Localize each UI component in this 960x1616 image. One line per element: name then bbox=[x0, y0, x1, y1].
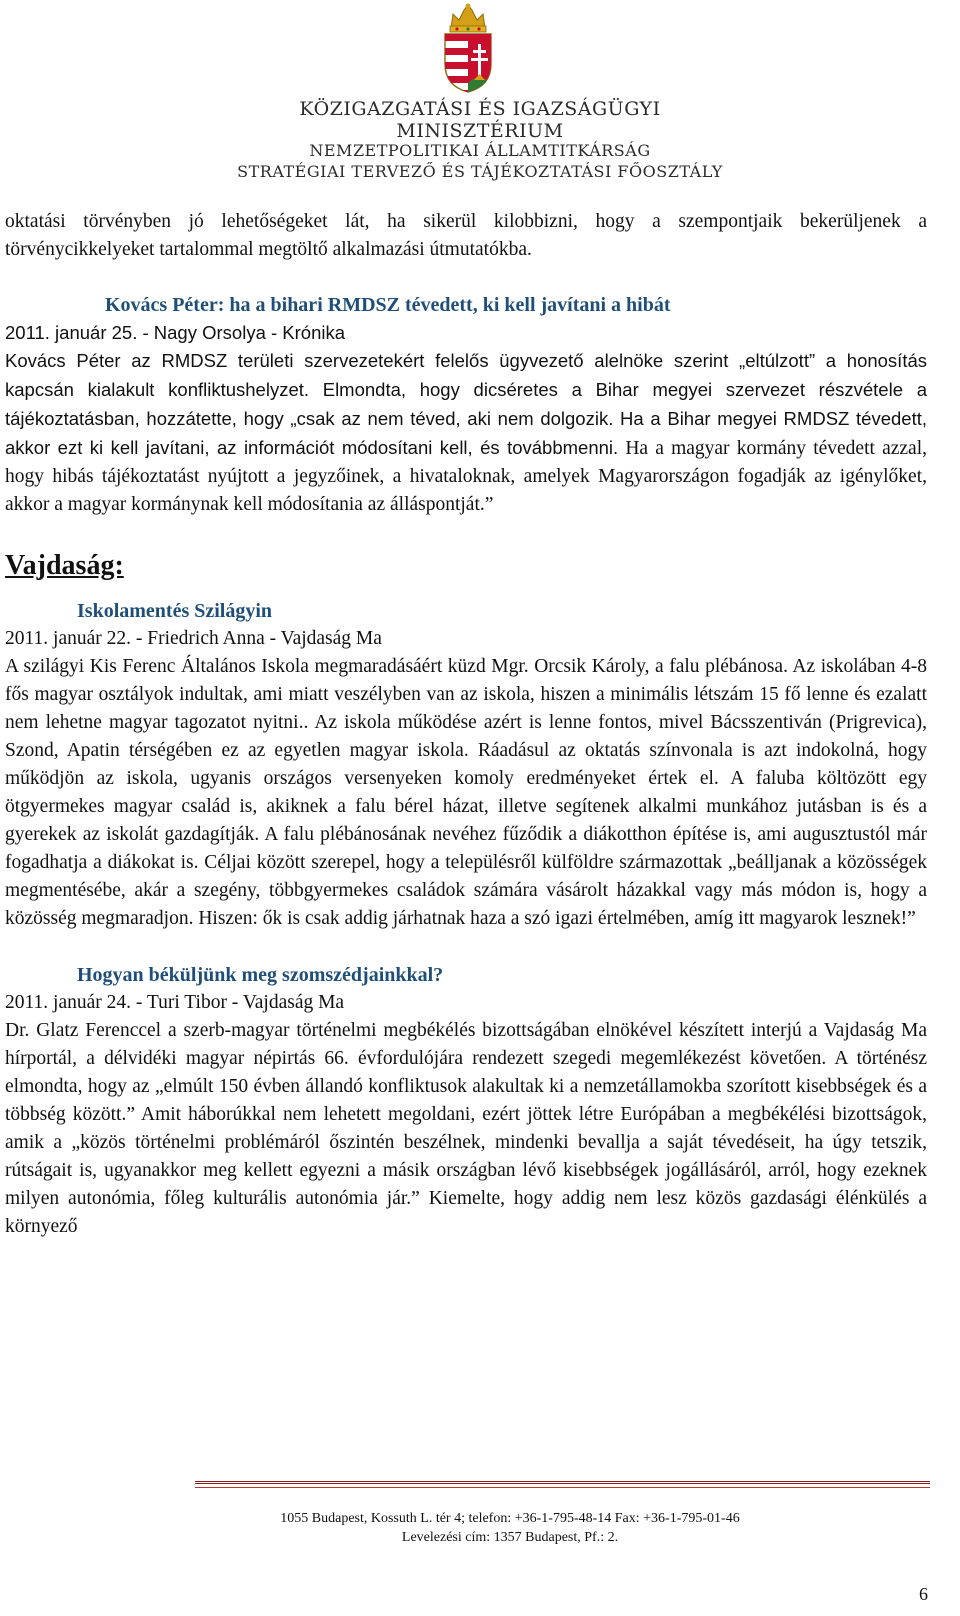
hungarian-coat-of-arms-icon bbox=[437, 2, 499, 94]
article2-title: Iskolamentés Szilágyin bbox=[77, 600, 273, 622]
article1-meta: 2011. január 25. - Nagy Orsolya - Krónika bbox=[5, 322, 346, 343]
article2-body: A szilágyi Kis Ferenc Általános Iskola megmaradásáért küzd Mgr. Orcsik Károly, a falu plébánosa. Az iskolában 4-8 fős magyar osztályok indultak, ami miatt veszélyben van az iskola, hiszen a minimális létszám 15 fő lenne és ezalatt nem lehetne magyar tagozatot nyitni.. Az iskola működése azért is lenne fontos, mivel Bácsszentiván (Prigrevica), Szond, Apatin térségében ez az egyetlen magyar iskola. Ráadásul az oktatás színvonala is azt indokolná, hogy működjön az iskola, ugyanis országos versenyeken komoly eredményeket értek el. A faluba költözött egy ötgyermekes magyar család is, akiknek a falu bérel házat, illetve segítenek alkalmi munkához jutásban is és a gyerekek az iskolát gazdagítják. A falu plébánosának nevéhez fűződik a diákotthon építése is, ami augusztustól már fogadhatja a diákokat is. Céljai között szerepel, hogy a településről külföldre származottak „beálljanak a közösségek megmentésébe, akár a szegény, többgyermekes családok számára vásárolt házakkal vagy más módon is, hogy a közösség megmaradjon. Hiszen: ők is csak addig járhatnak haza a szó igazi értelmében, amíg itt magyarok lesznek!” bbox=[5, 656, 927, 929]
document-body bbox=[5, 208, 927, 1241]
intro-paragraph: oktatási törvényben jó lehetőségeket lát, ha sikerül kilobbizni, hogy a szempontjaik bekerüljenek a törvénycikkelyeket tartalommal megtöltő alkalmazási útmutatókba. bbox=[5, 211, 927, 260]
department-name: STRATÉGIAI TERVEZŐ ÉS TÁJÉKOZTATÁSI FŐOSZTÁLY bbox=[237, 162, 723, 181]
footer-divider-thin bbox=[195, 1487, 930, 1488]
article3-body: Dr. Glatz Ferenccel a szerb-magyar történelmi megbékélés bizottságában elnökével készített interjú a Vajdaság Ma hírportál, a délvidéki magyar népirtás 66. évfordulójára rendezett szegedi megemlékezést követően. A történész elmondta, hogy az „elmúlt 150 évben állandó konfliktusok alakultak ki a nemzetállamokba szorított kisebbségek és a többség között.” Amit háborúkkal nem lehetett megoldani, ezért jöttek létre Európában a megbékélési bizottságok, amik a „közös történelmi problémáról őszintén beszélnek, mindenki bevallja a saját tévedéseit, ha úgy tetszik, rútságait is, ugyanakkor meg kellett egyezni a másik országban lévő kisebbségek jogállásáról, arról, hogy ezeknek milyen autonómia, főleg kulturális autonómia jár.” Kiemelte, hogy addig nem lesz közös gazdasági élénkülés a környező bbox=[5, 1020, 927, 1237]
page-number: 6 bbox=[919, 1584, 928, 1604]
state-secretariat-name: NEMZETPOLITIKAI ÁLLAMTITKÁRSÁG bbox=[309, 141, 651, 160]
article3-title: Hogyan béküljünk meg szomszédjainkkal? bbox=[77, 964, 444, 986]
article1-title: Kovács Péter: ha a bihari RMDSZ tévedett, ki kell javítani a hibát bbox=[105, 294, 671, 316]
article1-body-part2: Ha a magyar kormány tévedett azzal, hogy hibás tájékoztatást nyújtott a jegyzőinek, a hivataloknak, amelyek Magyarországon fogadják az igénylőket, akkor a magyar kormánynak kell módosítania az álláspontját.” bbox=[5, 438, 928, 515]
footer-address: 1055 Budapest, Kossuth L. tér 4; telefon: +36-1-795-48-14 Fax: +36-1-795-01-46 bbox=[280, 1511, 740, 1526]
article2-meta: 2011. január 22. - Friedrich Anna - Vajdaság Ma bbox=[5, 628, 382, 649]
article1-body bbox=[5, 347, 927, 519]
article3-meta: 2011. január 24. - Turi Tibor - Vajdaság Ma bbox=[5, 992, 345, 1013]
footer-postal-address: Levelezési cím: 1357 Budapest, Pf.: 2. bbox=[401, 1530, 619, 1545]
footer-divider bbox=[195, 1481, 930, 1484]
ministry-name-line1: KÖZIGAZGATÁSI ÉS IGAZSÁGÜGYI bbox=[299, 98, 661, 120]
letterhead bbox=[0, 0, 960, 190]
article1-body-part1: Kovács Péter az RMDSZ területi szervezetekért felelős ügyvezető alelnöke szerint „eltúlzott” a honosítás kapcsán kialakult konfliktushelyzet. Elmondta, hogy dicséretes a Bihar megyei szervezet részvétele a tájékoztatásban, hozzátette, hogy „csak az nem téved, aki nem dolgozik. Ha a Bihar megyei RMDSZ tévedett, akkor ezt ki kell javítani, az információt módosítani kell, és továbbmenni. bbox=[5, 350, 927, 458]
region-heading: Vajdaság: bbox=[5, 550, 124, 581]
ministry-name-line2: MINISZTÉRIUM bbox=[396, 120, 564, 142]
